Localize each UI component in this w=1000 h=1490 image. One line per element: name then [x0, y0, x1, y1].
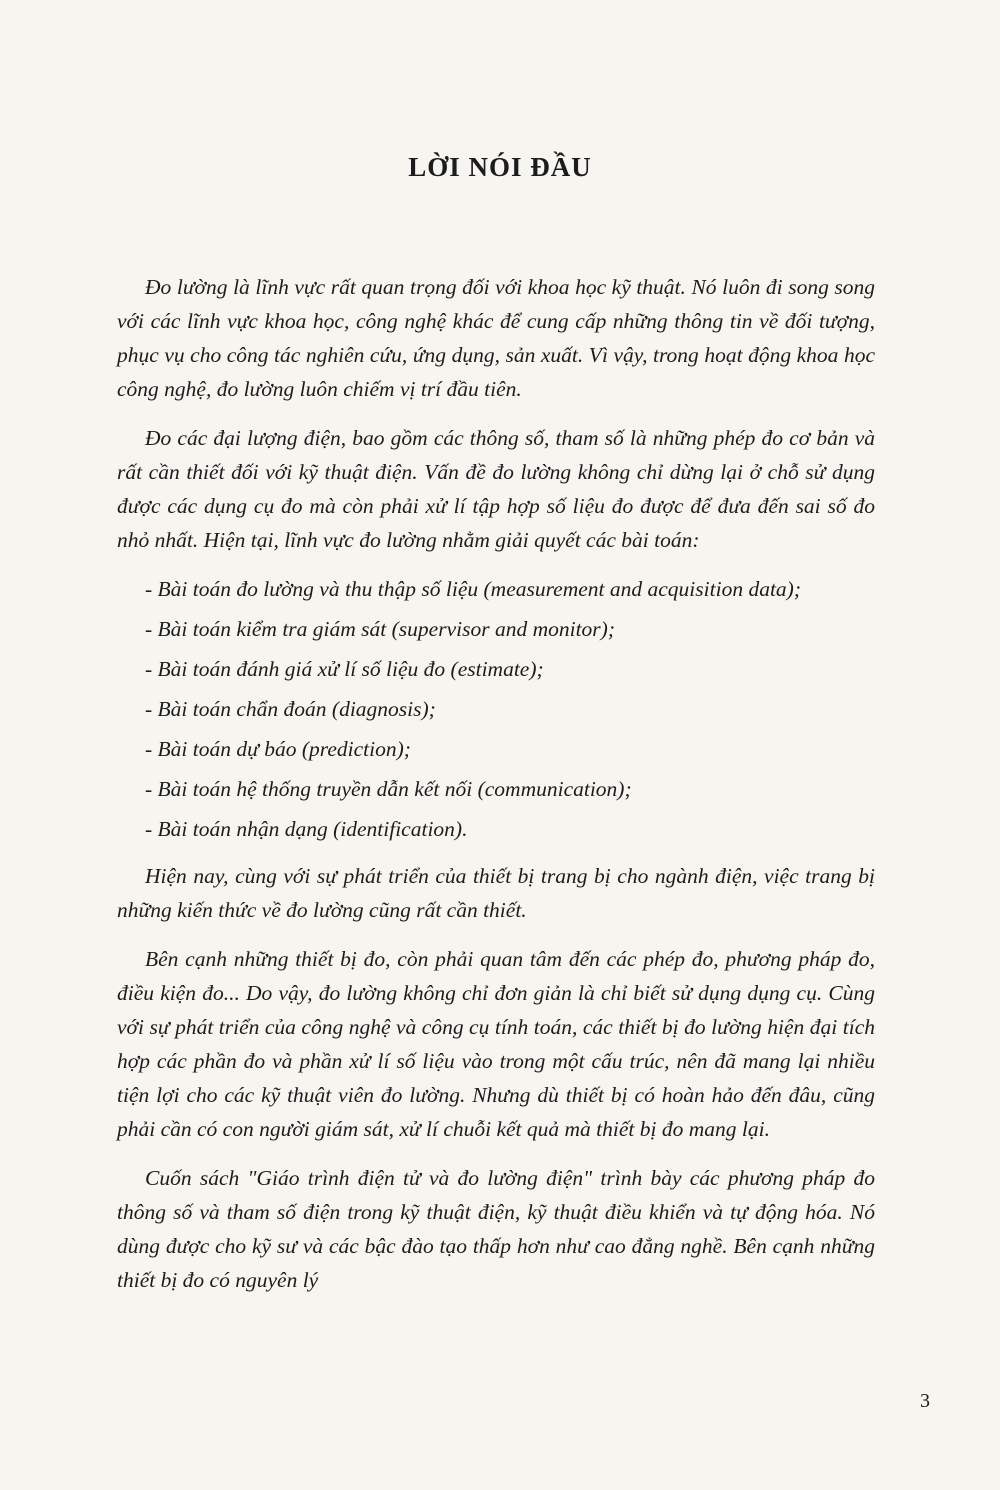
- list-item: - Bài toán đánh giá xử lí số liệu đo (estimate);: [145, 657, 544, 681]
- problem-list: [117, 572, 875, 846]
- list-item: - Bài toán nhận dạng (identification).: [145, 817, 468, 841]
- page-title: LỜI NÓI ĐẦU: [408, 152, 592, 182]
- paragraph-intro: Đo lường là lĩnh vực rất quan trọng đối với khoa học kỹ thuật. Nó luôn đi song song với các lĩnh vực khoa học, công nghệ khác để cung cấp những thông tin về đối tượng, phục vụ cho công tác nghiên cứu, ứng dụng, sản xuất. Vì vậy, trong hoạt động khoa học công nghệ, đo lường luôn chiếm vị trí đầu tiên.: [117, 275, 875, 401]
- paragraph-book-description: Cuốn sách "Giáo trình điện tử và đo lường điện" trình bày các phương pháp đo thông số và tham số điện trong kỹ thuật điện, kỹ thuật điều khiển và tự động hóa. Nó dùng được cho kỹ sư và các bậc đào tạo thấp hơn như cao đẳng nghề. Bên cạnh những thiết bị đo có nguyên lý: [117, 1166, 875, 1292]
- list-item: - Bài toán hệ thống truyền dẫn kết nối (communication);: [145, 777, 632, 801]
- body-text: [117, 270, 875, 1312]
- list-item: - Bài toán kiểm tra giám sát (supervisor and monitor);: [145, 617, 615, 641]
- page-number: 3: [920, 1390, 930, 1412]
- paragraph-electrical-measurement: Đo các đại lượng điện, bao gồm các thông số, tham số là những phép đo cơ bản và rất cần thiết đối với kỹ thuật điện. Vấn đề đo lường không chỉ dừng lại ở chỗ sử dụng được các dụng cụ đo mà còn phải xử lí tập hợp số liệu đo được để đưa đến sai số đo nhỏ nhất. Hiện tại, lĩnh vực đo lường nhằm giải quyết các bài toán:: [117, 426, 875, 552]
- paragraph-measurement-methods: Bên cạnh những thiết bị đo, còn phải quan tâm đến các phép đo, phương pháp đo, điều kiện đo... Do vậy, đo lường không chỉ đơn giản là chỉ biết sử dụng dụng cụ. Cùng với sự phát triển của công nghệ và công cụ tính toán, các thiết bị đo lường hiện đại tích hợp các phần đo và phần xử lí số liệu vào trong một cấu trúc, nên đã mang lại nhiều tiện lợi cho các kỹ thuật viên đo lường. Nhưng dù thiết bị có hoàn hảo đến đâu, cũng phải cần có con người giám sát, xử lí chuỗi kết quả mà thiết bị đo mang lại.: [117, 947, 875, 1141]
- list-item: - Bài toán đo lường và thu thập số liệu (measurement and acquisition data);: [145, 577, 801, 601]
- list-item: - Bài toán chẩn đoán (diagnosis);: [145, 697, 436, 721]
- list-item: - Bài toán dự báo (prediction);: [145, 737, 411, 761]
- paragraph-current-development: Hiện nay, cùng với sự phát triển của thiết bị trang bị cho ngành điện, việc trang bị những kiến thức về đo lường cũng rất cần thiết.: [117, 864, 875, 922]
